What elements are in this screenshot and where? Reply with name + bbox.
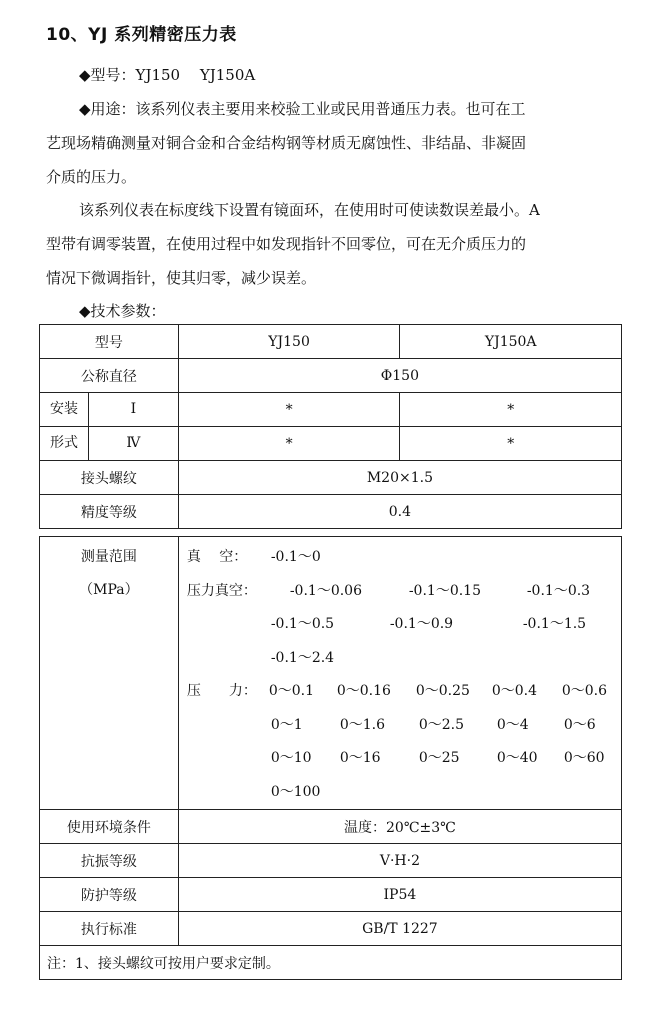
pressure-value: 0～0.16 xyxy=(336,683,391,699)
model-line: ◆型号：YJ150 YJ150A xyxy=(79,66,256,84)
install-iv-b: * xyxy=(400,427,622,461)
compound-label: 压力真空： xyxy=(186,582,257,599)
tech-line: ◆技术参数： xyxy=(79,302,166,320)
tech-paragraph xyxy=(46,294,616,328)
pressure-value: 0～0.6 xyxy=(561,683,607,699)
install-type-iv: Ⅳ xyxy=(126,435,141,451)
mirror-paragraph xyxy=(46,193,616,295)
pressure-value: 0～25 xyxy=(418,750,460,766)
compound-value: -0.1～0.06 xyxy=(289,582,362,599)
pressure-value: 0～10 xyxy=(270,750,312,766)
install-cell-iv xyxy=(40,427,179,461)
standard-label: 执行标准 xyxy=(40,912,179,946)
compound-value: -0.1～1.5 xyxy=(522,616,587,632)
pressure-value: 0～4 xyxy=(496,716,529,733)
mirror-line-3: 情况下微调指针，使其归零，减少误差。 xyxy=(46,269,317,287)
table-row xyxy=(40,878,622,912)
table-row xyxy=(40,359,622,393)
install-cell-i xyxy=(40,393,179,427)
usage-line-1: ◆用途：该系列仪表主要用来校验工业或民用普通压力表。也可在工 xyxy=(79,100,526,118)
mirror-line-1: 该系列仪表在标度线下设置有镜面环，在使用时可使读数误差最小。A xyxy=(79,201,540,219)
table-row xyxy=(40,946,622,980)
accuracy-value: 0.4 xyxy=(178,495,621,529)
compound-value: -0.1～0.9 xyxy=(389,616,454,632)
env-label: 使用环境条件 xyxy=(40,810,179,844)
compound-value: -0.1～2.4 xyxy=(270,649,335,666)
range-label: 测量范围 xyxy=(80,549,137,565)
install-label-1: 安装 xyxy=(40,393,89,426)
install-i-b: * xyxy=(400,393,622,427)
pressure-label: 压 力： xyxy=(186,683,257,699)
model-label: 型号 xyxy=(40,325,179,359)
pressure-value: 0～1.6 xyxy=(339,716,385,733)
model-b: YJ150A xyxy=(400,325,622,359)
protection-label: 防护等级 xyxy=(40,878,179,912)
diameter-label: 公称直径 xyxy=(40,359,179,393)
model-a: YJ150 xyxy=(178,325,400,359)
table-row xyxy=(40,325,622,359)
usage-paragraph xyxy=(46,92,616,194)
section-heading: 10、YJ 系列精密压力表 xyxy=(46,25,237,45)
compound-value: -0.1～0.5 xyxy=(270,616,335,632)
model-paragraph xyxy=(46,58,616,92)
pressure-value: 0～0.4 xyxy=(491,683,537,699)
table-row xyxy=(40,810,622,844)
spec-table-bottom xyxy=(39,536,622,980)
pressure-value: 0～1 xyxy=(270,716,303,733)
vibration-value: V·H·2 xyxy=(178,844,621,878)
protection-value: IP54 xyxy=(178,878,621,912)
mirror-line-2: 型带有调零装置，在使用过程中如发现指针不回零位，可在无介质压力的 xyxy=(46,235,527,253)
standard-value: GB/T 1227 xyxy=(178,912,621,946)
install-i-a: * xyxy=(178,393,400,427)
install-iv-a: * xyxy=(178,427,400,461)
env-value: 温度：20℃±3℃ xyxy=(178,810,621,844)
pressure-value: 0～100 xyxy=(270,783,321,800)
pressure-value: 0～60 xyxy=(563,750,605,766)
table-row xyxy=(40,912,622,946)
table-note: 注：1、接头螺纹可按用户要求定制。 xyxy=(40,946,622,980)
pressure-value: 0～2.5 xyxy=(418,716,464,733)
usage-line-3: 介质的压力。 xyxy=(46,168,137,186)
vacuum-label: 真 空： xyxy=(186,549,248,565)
vacuum-value: -0.1～0 xyxy=(270,549,321,565)
table-row xyxy=(40,427,622,461)
pressure-value: 0～0.25 xyxy=(415,683,470,699)
pressure-value: 0～0.1 xyxy=(268,683,314,699)
range-label-cell xyxy=(40,537,179,810)
thread-value: M20×1.5 xyxy=(178,461,621,495)
install-label-2: 形式 xyxy=(40,427,89,460)
spec-table-top xyxy=(39,324,622,529)
install-type-i: Ⅰ xyxy=(130,401,137,417)
accuracy-label: 精度等级 xyxy=(40,495,179,529)
pressure-value: 0～40 xyxy=(496,750,538,766)
table-row xyxy=(40,393,622,427)
diameter-value: Φ150 xyxy=(178,359,621,393)
range-values xyxy=(178,537,621,810)
table-row xyxy=(40,461,622,495)
thread-label: 接头螺纹 xyxy=(40,461,179,495)
table-row xyxy=(40,495,622,529)
pressure-value: 0～16 xyxy=(339,750,381,766)
compound-value: -0.1～0.15 xyxy=(408,582,481,599)
table-row xyxy=(40,537,622,810)
pressure-value: 0～6 xyxy=(563,716,596,733)
table-row xyxy=(40,844,622,878)
range-unit: （MPa） xyxy=(79,582,139,598)
vibration-label: 抗振等级 xyxy=(40,844,179,878)
usage-line-2: 艺现场精确测量对铜合金和合金结构钢等材质无腐蚀性、非结晶、非凝固 xyxy=(46,134,527,152)
compound-value: -0.1～0.3 xyxy=(526,582,591,599)
